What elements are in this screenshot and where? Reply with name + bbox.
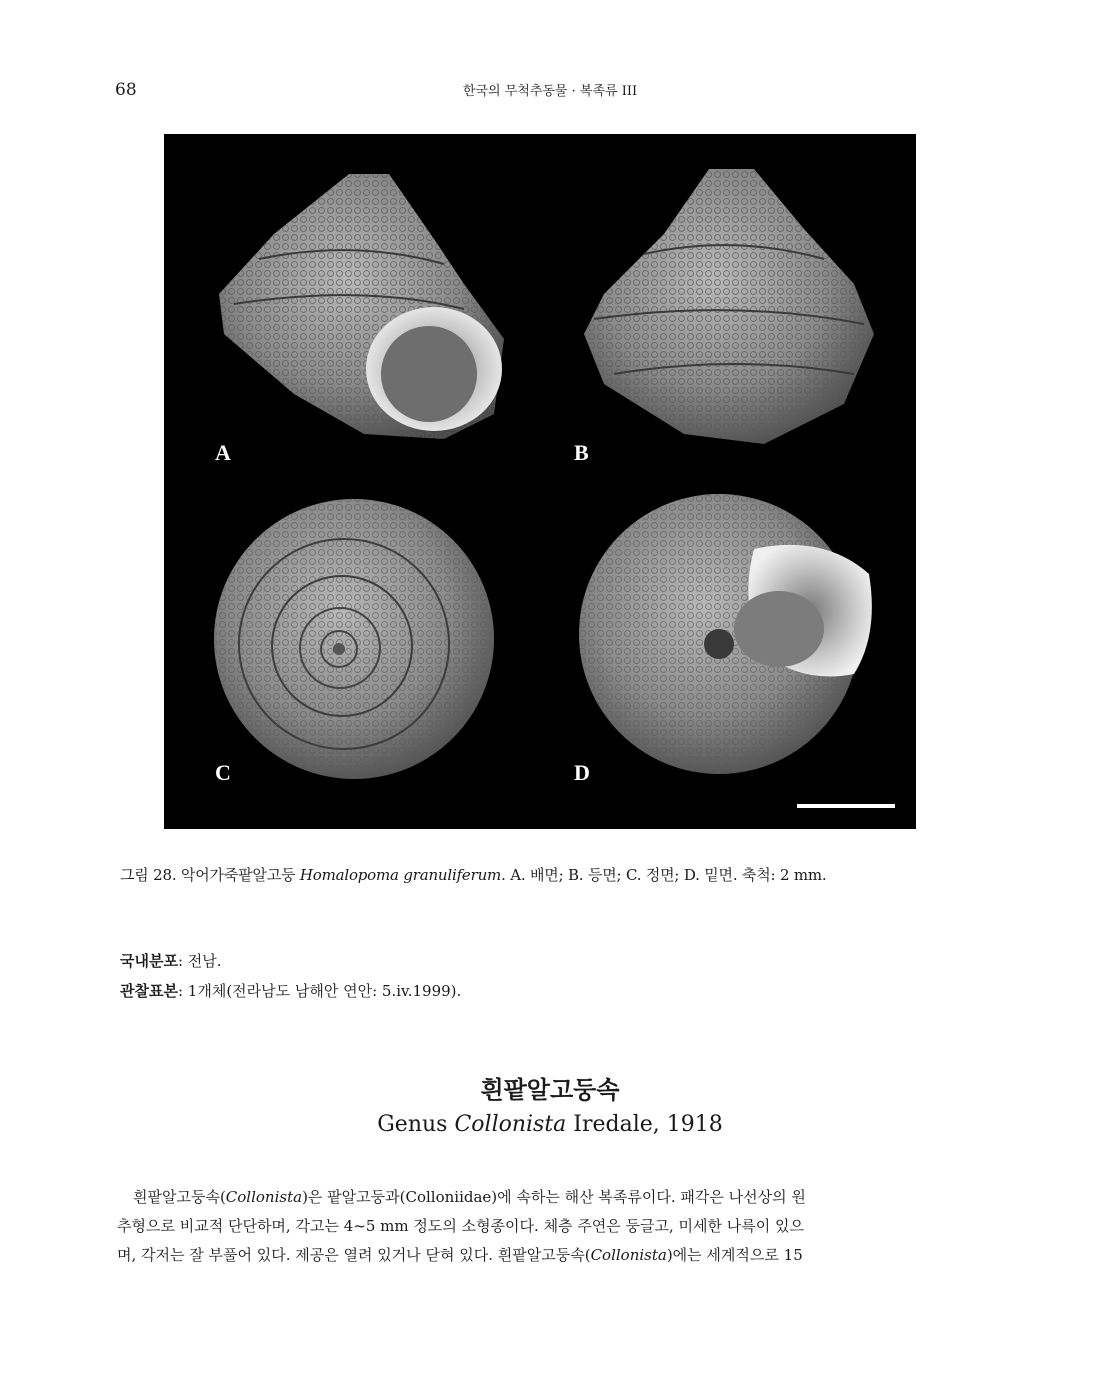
genus-prefix: Genus — [377, 1112, 455, 1137]
specimens-value: : 1개체(전라남도 남해안 연안: 5.iv.1999). — [177, 982, 462, 1000]
distribution-value: : 전남. — [177, 952, 222, 970]
paragraph-line-1 — [117, 1186, 969, 1207]
distribution-line — [120, 950, 222, 971]
paragraph-genus-italic: Collonista — [225, 1188, 303, 1206]
paragraph-genus-italic: Collonista — [590, 1246, 667, 1264]
paragraph-text: )에는 세계적으로 15 — [666, 1246, 803, 1264]
page-number: 68 — [115, 80, 137, 100]
panel-label-d: D — [574, 760, 590, 785]
scale-bar — [797, 804, 895, 808]
section-title-korean: 흰팥알고둥속 — [480, 1075, 620, 1104]
paragraph-line-3 — [117, 1244, 969, 1265]
paragraph-text: )은 팥알고둥과(Colloniidae)에 속하는 해산 복족류이다. 패각은 나선상의 원 — [302, 1188, 806, 1206]
genus-name: Collonista — [454, 1112, 567, 1137]
paragraph-text: 흰팥알고둥속( — [133, 1188, 226, 1206]
running-header: 한국의 무척추동물 · 복족류 III — [462, 84, 638, 99]
specimens-label: 관찰표본 — [120, 982, 178, 1000]
shell-figure — [164, 134, 916, 829]
specimens-line — [120, 980, 461, 1001]
paragraph-line-2: 추형으로 비교적 단단하며, 각고는 4~5 mm 정도의 소형종이다. 체층 주연은 둥글고, 미세한 나륵이 있으 — [117, 1217, 805, 1235]
caption-suffix: . A. 배면; B. 등면; C. 정면; D. 밑면. 축척: 2 mm. — [501, 866, 827, 884]
shell-c-image — [214, 499, 494, 779]
shell-photographs — [164, 134, 916, 829]
shell-a-image — [219, 174, 504, 439]
section-title-genus — [0, 1112, 1100, 1137]
genus-author: Iredale, 1918 — [566, 1112, 723, 1137]
caption-prefix: 그림 28. 악어가죽팥알고둥 — [120, 866, 300, 884]
panel-label-b: B — [574, 440, 589, 465]
figure-caption — [120, 864, 827, 885]
panel-label-c: C — [215, 760, 231, 785]
paragraph-text: 며, 각저는 잘 부풀어 있다. 제공은 열려 있거나 닫혀 있다. 흰팥알고둥속( — [117, 1246, 591, 1264]
caption-species: Homalopoma granuliferum — [299, 866, 502, 884]
distribution-label: 국내분포 — [120, 952, 178, 970]
shell-b-image — [584, 169, 874, 444]
panel-label-a: A — [215, 440, 231, 465]
shell-d-image — [579, 494, 872, 774]
